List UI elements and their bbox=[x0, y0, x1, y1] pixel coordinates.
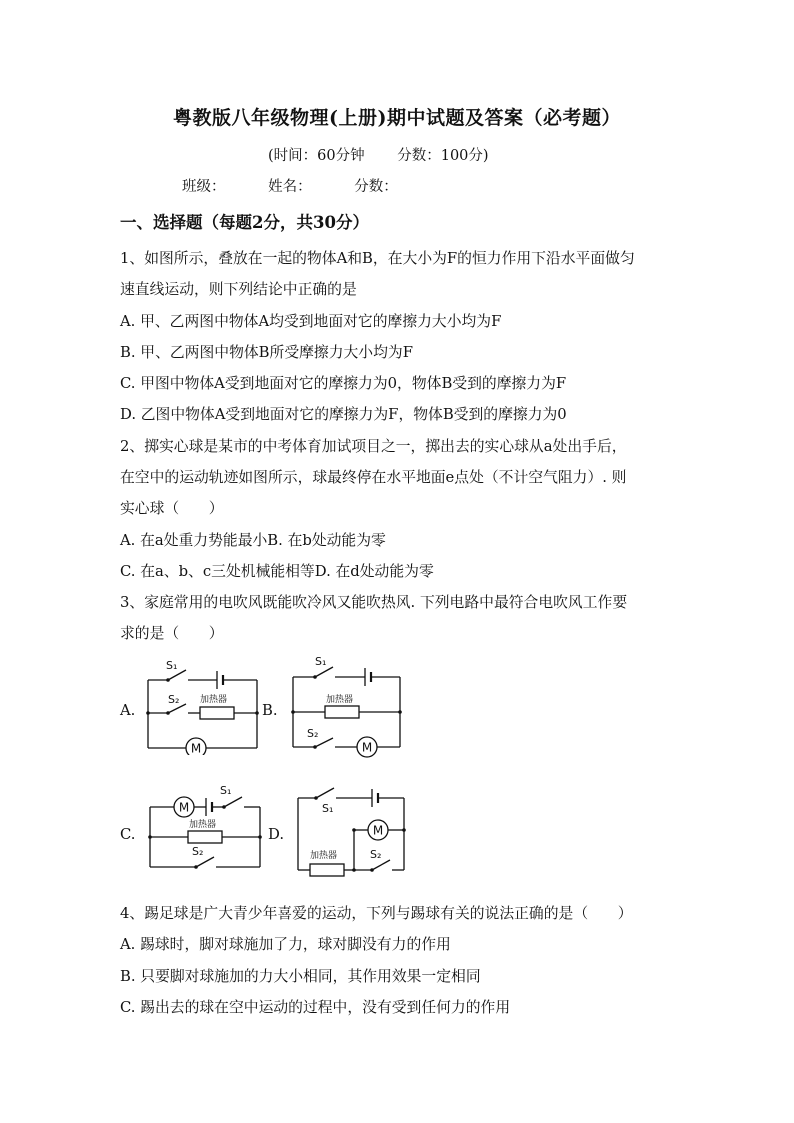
page-title: 粤教版八年级物理(上册)期中试题及答案（必考题） bbox=[173, 107, 621, 129]
q1-stem-line2: 速直线运动，则下列结论中正确的是 bbox=[120, 281, 357, 298]
heater-label: 加热器 bbox=[326, 695, 354, 705]
q4-option-a: A. 踢球时，脚对球施加了力，球对脚没有力的作用 bbox=[120, 936, 451, 953]
section-heading: 一、选择题（每题2分，共30分） bbox=[120, 213, 369, 232]
q3-stem-line2: 求的是（ ） bbox=[120, 625, 224, 642]
circuit-c-diagram bbox=[140, 782, 270, 882]
time-label: (时间：60分钟 bbox=[268, 148, 365, 164]
student-info bbox=[182, 175, 436, 196]
q2-stem-line3: 实心球（ ） bbox=[120, 500, 224, 517]
circuit-a-label: A. bbox=[120, 702, 136, 719]
q1-option-a: A. 甲、乙两图中物体A均受到地面对它的摩擦力大小均为F bbox=[120, 313, 502, 330]
q1-option-d: D. 乙图中物体A受到地面对它的摩擦力为F，物体B受到的摩擦力为0 bbox=[120, 406, 567, 423]
class-label: 班级： bbox=[182, 179, 226, 195]
exam-meta bbox=[268, 144, 517, 165]
circuit-d-label: D. bbox=[268, 826, 285, 843]
heater-label: 加热器 bbox=[189, 820, 217, 830]
motor-label: M bbox=[361, 740, 373, 755]
q2-stem-line1: 2、掷实心球是某市的中考体育加试项目之一，掷出去的实心球从a处出手后， bbox=[120, 438, 627, 455]
q1-stem-line1: 1、如图所示，叠放在一起的物体A和B，在大小为F的恒力作用下沿水平面做匀 bbox=[120, 250, 635, 267]
q4-option-c: C. 踢出去的球在空中运动的过程中，没有受到任何力的作用 bbox=[120, 999, 511, 1016]
q1-option-b: B. 甲、乙两图中物体B所受摩擦力大小均为F bbox=[120, 344, 413, 361]
motor-label: M bbox=[178, 800, 190, 815]
heater-label: 加热器 bbox=[200, 695, 228, 705]
name-label: 姓名： bbox=[268, 179, 312, 195]
circuit-a-diagram bbox=[140, 655, 265, 755]
q4-option-b: B. 只要脚对球施加的力大小相同，其作用效果一定相同 bbox=[120, 968, 481, 985]
circuit-b-label: B. bbox=[262, 702, 278, 719]
q2-option-ab: A. 在a处重力势能最小B. 在b处动能为零 bbox=[120, 532, 386, 549]
heater-label: 加热器 bbox=[310, 851, 338, 861]
switch-s1-label: S₁ bbox=[322, 802, 334, 815]
q3-stem-line1: 3、家庭常用的电吹风既能吹冷风又能吹热风. 下列电路中最符合电吹风工作要 bbox=[120, 594, 628, 611]
switch-s1-label: S₁ bbox=[315, 655, 327, 668]
switch-s1-label: S₁ bbox=[166, 659, 178, 672]
q2-stem-line2: 在空中的运动轨迹如图所示，球最终停在水平地面e点处（不计空气阻力）. 则 bbox=[120, 469, 627, 486]
circuit-b-diagram bbox=[285, 655, 410, 760]
switch-s2-label: S₂ bbox=[370, 848, 382, 861]
score-total-label: 分数：100分) bbox=[397, 148, 489, 164]
circuit-c-label: C. bbox=[120, 826, 136, 843]
switch-s2-label: S₂ bbox=[168, 693, 180, 706]
q2-option-cd: C. 在a、b、c三处机械能相等D. 在d处动能为零 bbox=[120, 563, 434, 580]
circuit-d-diagram bbox=[290, 780, 415, 880]
switch-s1-label: S₁ bbox=[220, 784, 232, 797]
motor-label: M bbox=[190, 741, 202, 755]
motor-label: M bbox=[372, 823, 384, 838]
score-label: 分数： bbox=[354, 179, 398, 195]
q4-stem-line1: 4、踢足球是广大青少年喜爱的运动，下列与踢球有关的说法正确的是（ ） bbox=[120, 905, 633, 922]
q1-option-c: C. 甲图中物体A受到地面对它的摩擦力为0，物体B受到的摩擦力为F bbox=[120, 375, 567, 392]
switch-s2-label: S₂ bbox=[307, 727, 319, 740]
switch-s2-label: S₂ bbox=[192, 845, 204, 858]
